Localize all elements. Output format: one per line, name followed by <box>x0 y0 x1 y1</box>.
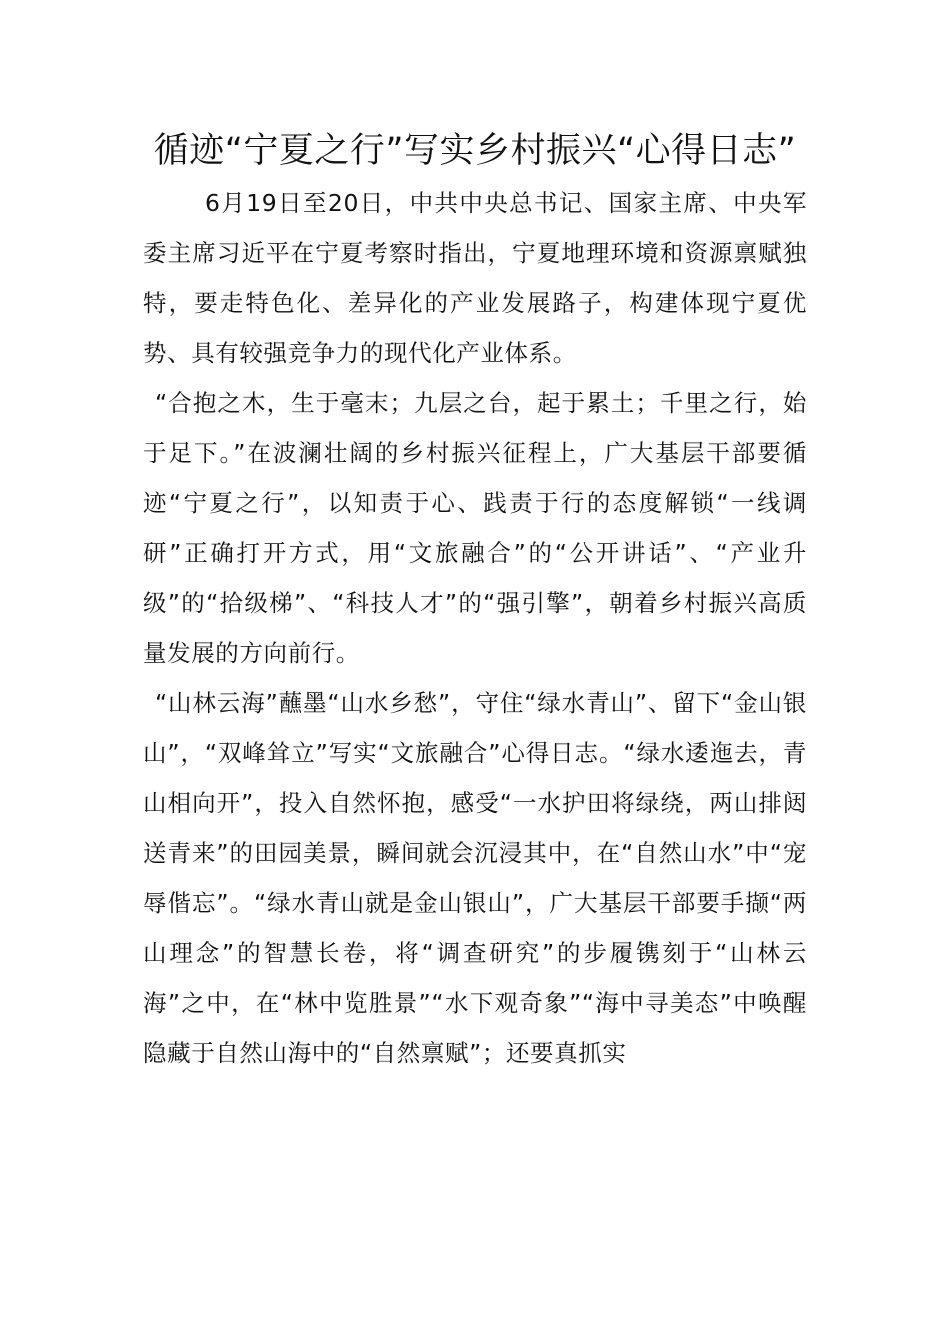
document-title: 循迹“宁夏之行”写实乡村振兴“心得日志” <box>153 131 797 171</box>
document-page <box>143 128 807 1078</box>
paragraph-3: “山林云海”蘸墨“山水乡愁”，守住“绿水青山”、留下“金山银山”，“双峰耸立”写实“文旅融合”心得日志。“绿水逶迤去，青山相向开”，投入自然怀抱，感受“一水护田将绿绕，两山排闼送青来”的田园美景，瞬间就会沉浸其中，在“自然山水”中“宠辱偕忘”。“绿水青山就是金山银山”，广大基层干部要手撷“两山理念”的智慧长卷，将“调查研究”的步履镌刻于“山林云海”之中，在“林中览胜景”“水下观奇象”“海中寻美态”中唤醒隐藏于自然山海中的“自然禀赋”；还要真抓实 <box>143 689 807 1067</box>
paragraph-1: 6月19日至20日，中共中央总书记、国家主席、中央军委主席习近平在宁夏考察时指出，宁夏地理环境和资源禀赋独特，要走特色化、差异化的产业发展路子，构建体现宁夏优势、具有较强竞争力的现代化产业体系。 <box>143 189 807 367</box>
paragraph-2: “合抱之木，生于毫末；九层之台，起于累土；千里之行，始于足下。”在波澜壮阔的乡村振兴征程上，广大基层干部要循迹“宁夏之行”，以知责于心、践责于行的态度解锁“一线调研”正确打开方式，用“文旅融合”的“公开讲话”、“产业升级”的“拾级梯”、“科技人才”的“强引擎”，朝着乡村振兴高质量发展的方向前行。 <box>143 389 807 667</box>
